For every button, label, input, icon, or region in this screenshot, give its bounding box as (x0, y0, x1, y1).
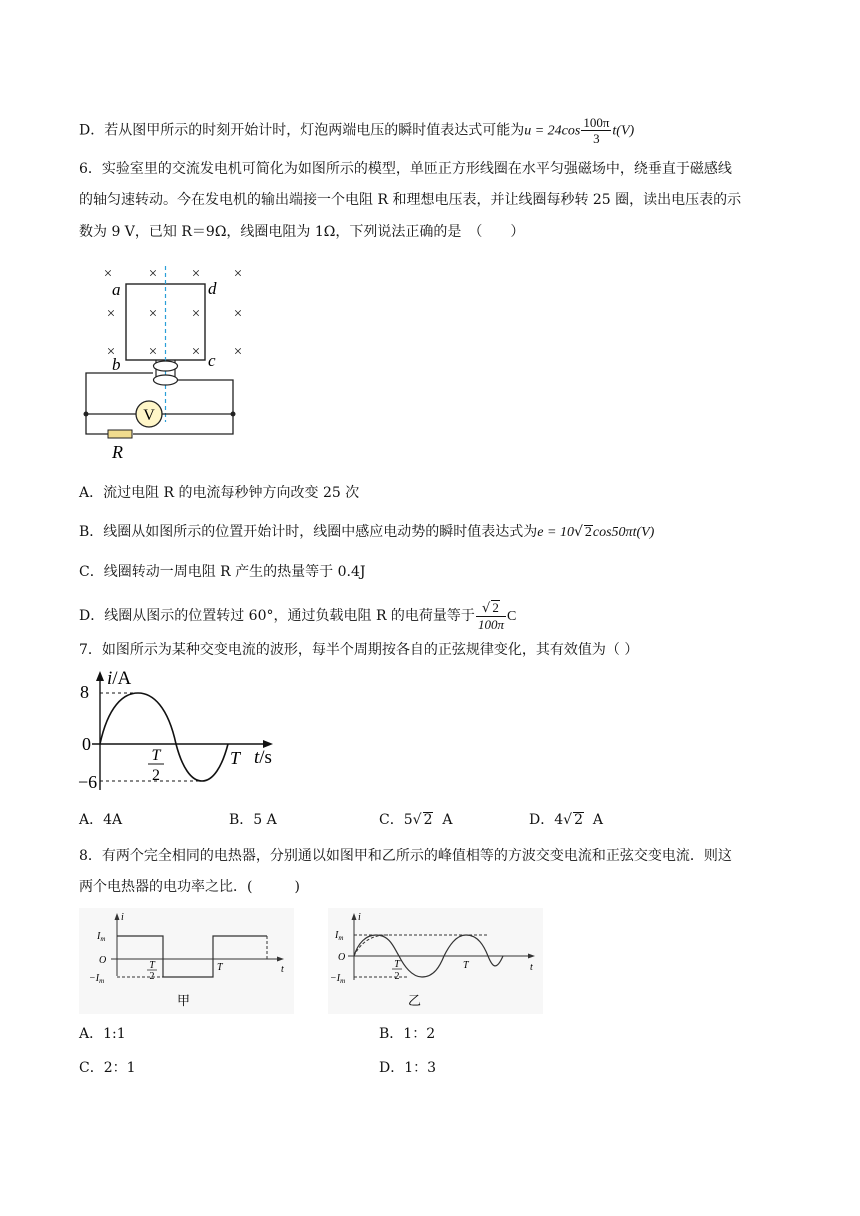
label-c: c (208, 351, 216, 370)
option-letter: B． (229, 812, 254, 828)
option-text: 4A (103, 812, 123, 828)
q6-option-b (79, 522, 654, 543)
option-letter: C． (379, 812, 404, 828)
field-cross: × (103, 266, 113, 282)
sqrt-value: 2 (492, 600, 499, 615)
field-cross: × (233, 306, 243, 322)
field-cross: × (148, 344, 158, 360)
q5-optd-text: D．若从图甲所示的时刻开始计时，灯泡两端电压的瞬时值表达式可能为 (79, 122, 525, 139)
q6-optd-unit: C (506, 609, 517, 624)
voltmeter-label: V (143, 407, 155, 424)
fig-b-origin-label: O (338, 952, 346, 963)
frac-denominator: 3 (593, 131, 600, 146)
q6-optb-expr-post: cos50πt(V) (592, 525, 655, 540)
field-cross: × (191, 344, 201, 360)
fig-a-t-label: T (217, 962, 223, 973)
q5-optd-expr: u = 24cos (524, 123, 581, 139)
q7-option-b (229, 810, 277, 830)
sqrt-value: 2 (423, 812, 433, 828)
sqrt-value: 2 (574, 812, 583, 828)
frac-numerator: 100π (583, 115, 610, 130)
q5-optd-expr-post: t(V) (612, 123, 635, 139)
label-d: d (208, 279, 217, 298)
q6-stem-line3: 数为 9 V，已知 R＝9Ω，线圈电阻为 1Ω，下列说法正确的是 （ ） (79, 224, 525, 240)
neg-im-letter: −I (89, 973, 100, 984)
sqrt-icon: √ (482, 601, 491, 616)
label-b: b (112, 355, 121, 374)
q6-stem-line1: 6．实验室里的交流发电机可简化为如图所示的模型，单匝正方形线圈在水平匀强磁场中，绕垂直于磁感线 (79, 161, 732, 177)
q7-option-c (379, 810, 453, 830)
magnetic-field-crosses (104, 266, 242, 360)
q6-optd-frac (476, 600, 506, 632)
field-cross: × (106, 344, 116, 360)
im-sub: m (100, 935, 106, 943)
fig-b-i-label: i (358, 912, 361, 923)
fig-b-halft-num: T (394, 959, 400, 970)
option-letter: A． (79, 812, 104, 828)
y-axis-arrow-icon (96, 671, 104, 681)
neg-im-sub: m (340, 977, 346, 985)
y-zero-label: 0 (82, 734, 91, 754)
frac-numerator (476, 600, 506, 617)
q8-sine-wave-figure (328, 908, 543, 1014)
q7-stem: 7．如图所示为某种交变电流的波形，每半个周期按各自的正弦规律变化，其有效值为（ ） (79, 642, 639, 658)
q6-generator-diagram (78, 262, 253, 467)
resistor-r (108, 430, 132, 438)
sqrt-icon: √ (412, 812, 422, 828)
fig-b-halft-den: 2 (394, 971, 400, 982)
option-coef: 5 (403, 812, 413, 828)
half-t-numerator: T (151, 747, 161, 764)
q8-option-b: B．1：2 (379, 1026, 436, 1042)
fig-a-i-label: i (121, 912, 124, 923)
q6-option-a: A．流过电阻 R 的电流每秒钟方向改变 25 次 (79, 485, 360, 501)
option-letter: D． (529, 812, 555, 828)
field-cross: × (106, 306, 116, 322)
fig-a-halft-num: T (149, 960, 155, 971)
fig-a-caption: 甲 (177, 994, 191, 1009)
field-cross: × (233, 266, 243, 282)
fig-b-caption: 乙 (408, 994, 422, 1009)
slip-ring-upper (154, 361, 178, 371)
q6-optb-sqrt: 2 (584, 525, 592, 540)
neg-im-sub: m (99, 977, 105, 985)
q6-optb-text: B．线圈从如图所示的位置开始计时，线圈中感应电动势的瞬时值表达式为 (79, 524, 538, 540)
q6-optb-expr: e = 10 (537, 525, 574, 540)
field-cross: × (233, 344, 243, 360)
slip-ring-lower (154, 375, 178, 385)
fig-b-taxis-label: t (530, 962, 533, 973)
option-unit: A (433, 812, 453, 828)
q8-option-c: C．2：1 (79, 1060, 136, 1076)
im-letter: I (97, 931, 101, 942)
im-sub: m (338, 934, 344, 942)
sqrt-icon: √ (573, 524, 583, 540)
fig-a-halft-den: 2 (149, 971, 155, 982)
x-axis-label: t/s (254, 747, 272, 768)
t-period-label: T (230, 748, 241, 768)
fig-a-origin-label: O (99, 955, 107, 966)
y-max-label: 8 (80, 682, 89, 702)
q7-option-a (79, 810, 122, 830)
label-a: a (112, 280, 121, 299)
fig-b-t-label: T (463, 960, 469, 971)
current-waveform (100, 693, 228, 781)
option-unit: A (584, 812, 604, 828)
q7-waveform-chart (78, 664, 288, 799)
y-axis-label: i/A (107, 668, 132, 689)
q6-option-c: C．线圈转动一周电阻 R 产生的热量等于 0.4J (79, 564, 366, 580)
q6-optd-text: D．线圈从图示的位置转过 60°，通过负载电阻 R 的电荷量等于 (79, 608, 475, 624)
half-t-denominator: 2 (152, 767, 160, 784)
field-cross: × (191, 306, 201, 322)
q8-option-d: D．1：3 (379, 1060, 437, 1076)
q8-square-wave-figure (79, 908, 294, 1014)
q8-stem-line2: 两个电热器的电功率之比．( ) (79, 879, 300, 895)
q8-option-a: A．1:1 (79, 1026, 126, 1042)
field-cross: × (191, 266, 201, 282)
field-cross: × (148, 306, 158, 322)
q8-stem-line1: 8．有两个完全相同的电热器，分别通以如图甲和乙所示的峰值相等的方波交变电流和正弦交变电流．则这 (79, 848, 732, 864)
im-letter: I (335, 930, 339, 941)
fig-a-taxis-label: t (281, 964, 284, 975)
frac-denominator: 100π (477, 617, 504, 632)
y-min-label: −6 (78, 772, 98, 792)
q5-option-d (79, 115, 634, 146)
sqrt-icon: √ (563, 812, 573, 828)
neg-im-letter: −I (330, 973, 341, 984)
field-cross: × (148, 266, 158, 282)
option-coef: 4 (554, 812, 564, 828)
q6-option-d (79, 600, 516, 632)
q7-option-d (529, 810, 603, 830)
q6-stem-line2: 的轴匀速转动。今在发电机的输出端接一个电阻 R 和理想电压表，并让线圈每秒转 25 圈，读出电压表的示 (79, 192, 742, 208)
q5-optd-frac (581, 115, 611, 146)
option-text: 5 A (253, 812, 277, 828)
label-r: R (112, 442, 123, 462)
